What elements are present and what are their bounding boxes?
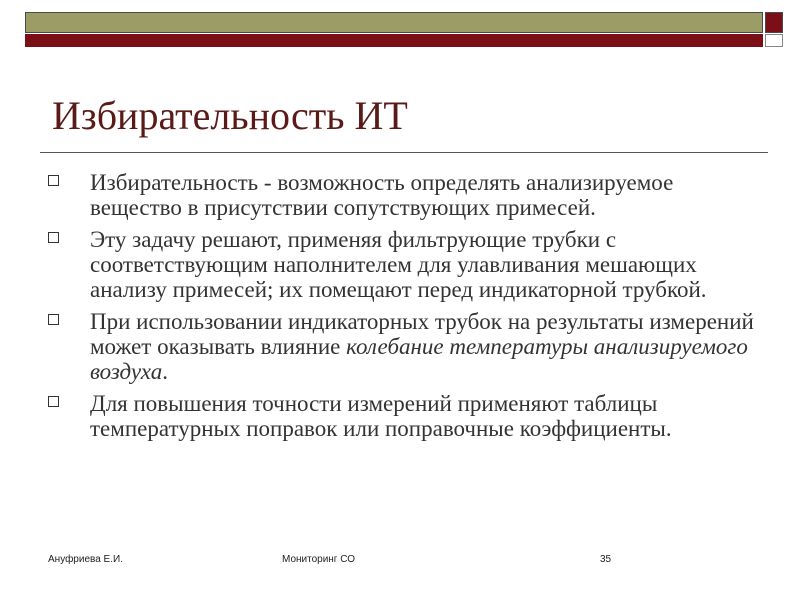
square-bullet-icon bbox=[48, 396, 59, 407]
bullet-text: Избирательность - возможность определять анализируемое вещество в присутствии сопутствующих примесей. bbox=[90, 170, 674, 220]
square-bullet-icon bbox=[48, 314, 59, 325]
header-olive-band bbox=[25, 12, 763, 33]
header-decoration-bar bbox=[25, 12, 763, 48]
bullet-item bbox=[48, 391, 768, 441]
title-divider bbox=[40, 152, 768, 153]
bullet-text: Для повышения точности измерений применяют таблицы температурных поправок или поправочные коэффициенты. bbox=[90, 391, 672, 441]
header-corner-maroon bbox=[765, 12, 783, 33]
header-corner-white bbox=[765, 34, 783, 47]
header-maroon-band bbox=[25, 34, 763, 47]
bullet-item bbox=[48, 309, 768, 384]
square-bullet-icon bbox=[48, 175, 59, 186]
bullet-item bbox=[48, 170, 768, 220]
bullet-item bbox=[48, 227, 768, 302]
footer-author: Ануфриева Е.И. bbox=[48, 554, 123, 565]
bullet-text-end: . bbox=[162, 359, 168, 384]
footer-course: Мониторинг СО bbox=[282, 554, 356, 565]
slide-title: Избирательность ИТ bbox=[52, 93, 408, 138]
bullet-italic-text: колебание температуры анализируемого воздуха bbox=[90, 334, 748, 384]
bullet-text: При использовании индикаторных трубок на результаты измерений может оказывать влияние bbox=[90, 309, 754, 359]
square-bullet-icon bbox=[48, 232, 59, 243]
bullet-list bbox=[48, 170, 768, 448]
header-corner-decoration bbox=[765, 12, 783, 48]
footer-page-number: 35 bbox=[600, 554, 612, 565]
bullet-text: Эту задачу решают, применяя фильтрующие трубки с соответствующим наполнителем для улавливания мешающих анализу примесей; их помещают перед индикаторной трубкой. bbox=[90, 227, 707, 302]
